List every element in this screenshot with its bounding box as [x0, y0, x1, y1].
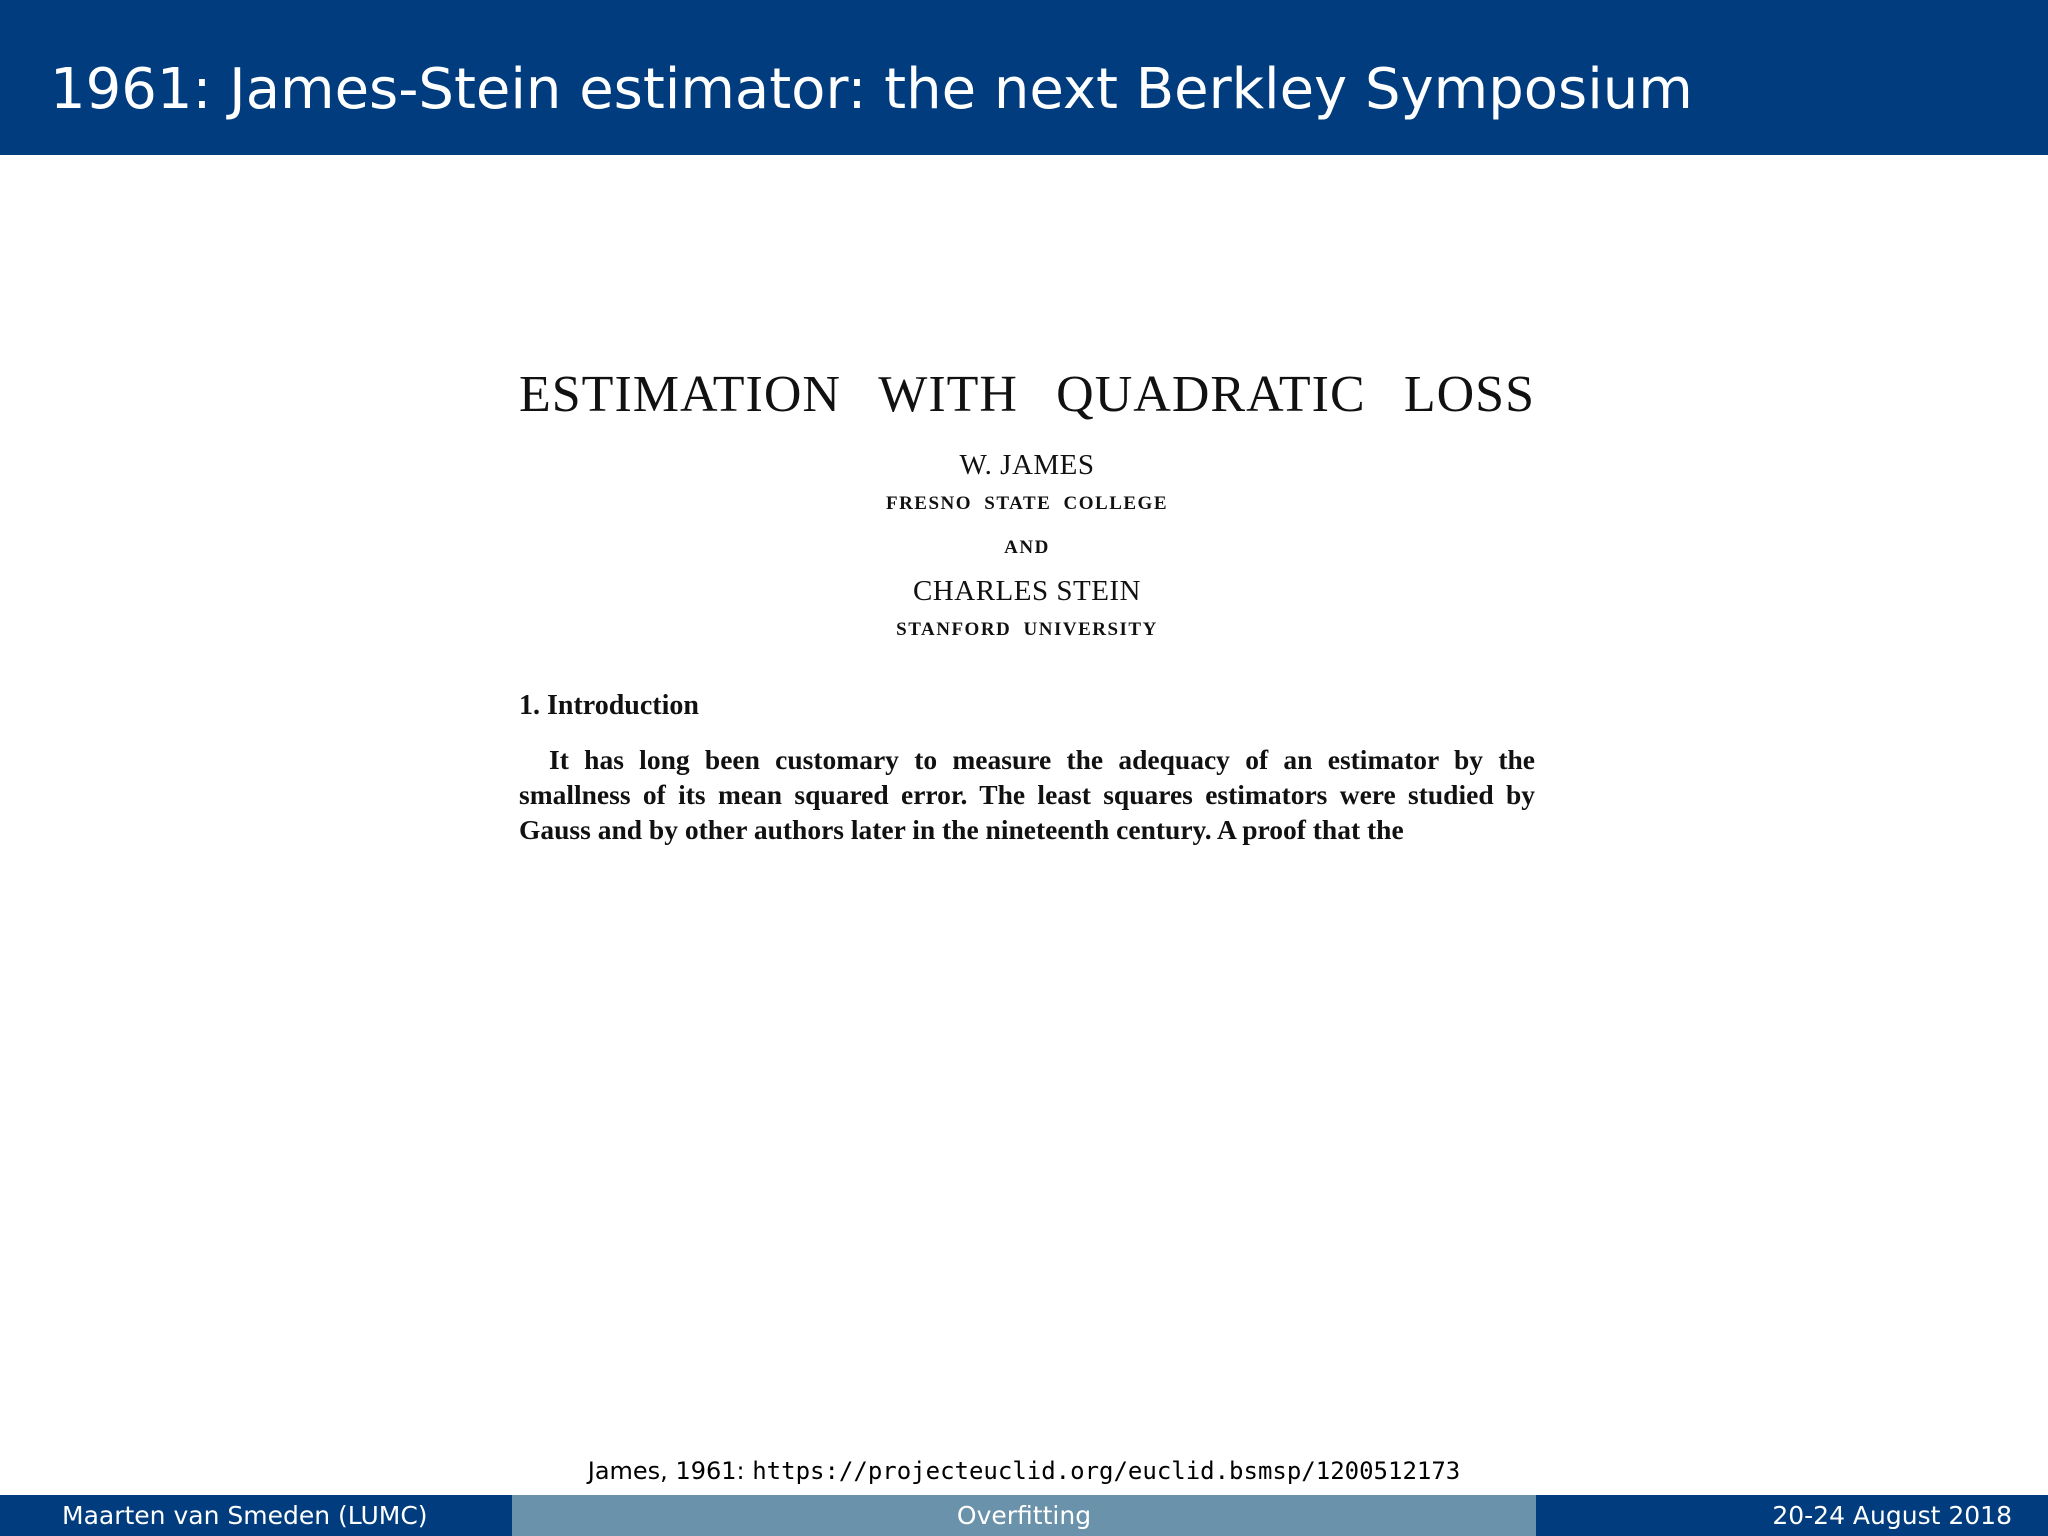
slide-title: 1961: James-Stein estimator: the next Berkley Symposium	[50, 57, 1693, 122]
author-affiliation: STANFORD UNIVERSITY	[896, 619, 1158, 640]
author-affiliation: FRESNO STATE COLLEGE	[885, 493, 1169, 514]
citation-prefix: James, 1961:	[587, 1457, 753, 1485]
citation	[0, 1456, 2048, 1486]
intro-paragraph: It has long been customary to measure the adequacy of an estimator by the smallness of its mean squared error. The least squares estimators were studied by Gauss and by other authors later in the nineteenth century. A proof that the	[519, 744, 1535, 845]
citation-link[interactable]: https://projecteuclid.org/euclid.bsmsp/1200512173	[752, 1457, 1461, 1485]
author-connector: AND	[1004, 537, 1050, 558]
title-bar	[0, 0, 2048, 155]
section-heading: 1. Introduction	[519, 690, 699, 721]
author-name: W. JAMES	[959, 449, 1095, 481]
paper-excerpt	[519, 360, 1535, 847]
author-name: CHARLES STEIN	[912, 575, 1142, 607]
footer-bar	[0, 1495, 2048, 1536]
footer-talk-title: Overfitting	[512, 1495, 1536, 1536]
paper-title: ESTIMATION WITH QUADRATIC LOSS	[519, 366, 1535, 423]
footer-author: Maarten van Smeden (LUMC)	[0, 1495, 512, 1536]
author-block	[519, 448, 1535, 642]
footer-date: 20-24 August 2018	[1536, 1495, 2048, 1536]
